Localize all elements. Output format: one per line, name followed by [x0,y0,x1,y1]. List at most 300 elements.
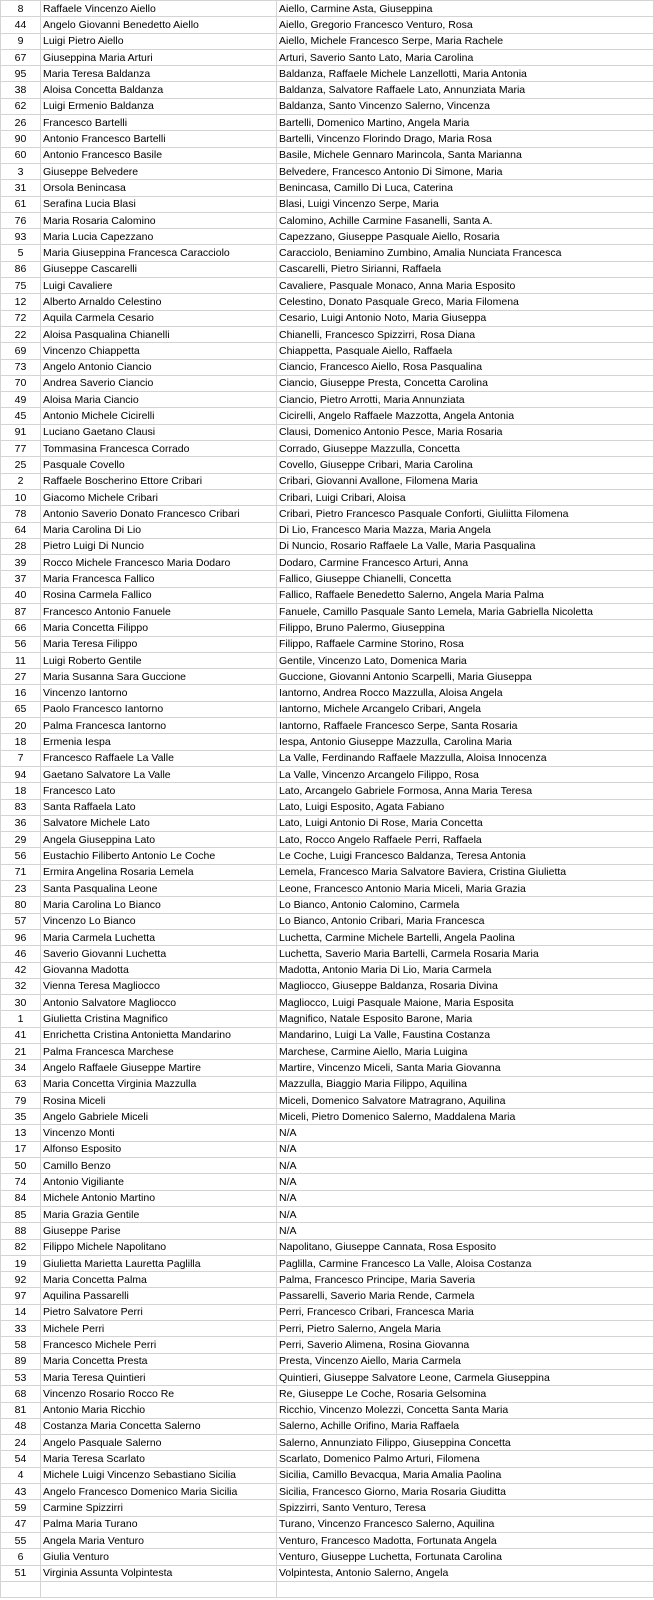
cell-parents[interactable]: Caracciolo, Beniamino Zumbino, Amalia Nunciata Francesca [277,245,654,261]
cell-name[interactable]: Maria Giuseppina Francesca Caracciolo [41,245,277,261]
cell-number[interactable]: 2 [1,473,41,489]
cell-name[interactable]: Ermenia Iespa [41,734,277,750]
cell-number[interactable]: 66 [1,620,41,636]
cell-number[interactable]: 56 [1,848,41,864]
cell-name[interactable]: Virginia Assunta Volpintesta [41,1565,277,1581]
cell-name[interactable]: Ermira Angelina Rosaria Lemela [41,864,277,880]
cell-name[interactable]: Angelo Antonio Ciancio [41,359,277,375]
cell-name[interactable]: Santa Pasqualina Leone [41,881,277,897]
cell-parents[interactable]: Venturo, Francesco Madotta, Fortunata Angela [277,1532,654,1548]
cell-number[interactable]: 26 [1,115,41,131]
cell-number[interactable]: 78 [1,506,41,522]
cell-parents[interactable]: Iantorno, Andrea Rocco Mazzulla, Aloisa Angela [277,685,654,701]
cell-name[interactable]: Michele Luigi Vincenzo Sebastiano Sicilia [41,1467,277,1483]
cell-parents[interactable]: Re, Giuseppe Le Coche, Rosaria Gelsomina [277,1386,654,1402]
cell-parents[interactable]: Lato, Arcangelo Gabriele Formosa, Anna Maria Teresa [277,783,654,799]
cell-name[interactable]: Maria Lucia Capezzano [41,229,277,245]
cell-name[interactable]: Alberto Arnaldo Celestino [41,294,277,310]
cell-number[interactable]: 41 [1,1027,41,1043]
cell-name[interactable]: Eustachio Filiberto Antonio Le Coche [41,848,277,864]
cell-name[interactable]: Angelo Pasquale Salerno [41,1435,277,1451]
cell-parents[interactable]: Aiello, Carmine Asta, Giuseppina [277,1,654,17]
cell-number[interactable]: 69 [1,343,41,359]
cell-parents[interactable]: Baldanza, Santo Vincenzo Salerno, Vincenza [277,98,654,114]
cell-name[interactable]: Palma Francesca Marchese [41,1044,277,1060]
cell-parents[interactable]: Miceli, Domenico Salvatore Matragrano, Aquilina [277,1092,654,1108]
cell-parents[interactable]: Iantorno, Raffaele Francesco Serpe, Santa Rosaria [277,718,654,734]
cell-name[interactable]: Rosina Carmela Fallico [41,587,277,603]
cell-number[interactable]: 42 [1,962,41,978]
table-row [1,1451,654,1467]
cell-parents[interactable]: Chiappetta, Pasquale Aiello, Raffaela [277,343,654,359]
cell-name[interactable]: Francesco Lato [41,783,277,799]
cell-parents[interactable]: Ciancio, Francesco Aiello, Rosa Pasqualina [277,359,654,375]
cell-name[interactable]: Filippo Michele Napolitano [41,1239,277,1255]
cell-parents[interactable]: Magliocco, Luigi Pasquale Maione, Maria Esposita [277,995,654,1011]
cell-number[interactable]: 55 [1,1532,41,1548]
cell-name[interactable]: Pietro Luigi Di Nuncio [41,538,277,554]
cell-name[interactable]: Antonio Francesco Basile [41,147,277,163]
cell-parents[interactable]: Lo Bianco, Antonio Calomino, Carmela [277,897,654,913]
cell-name[interactable]: Maria Carmela Luchetta [41,929,277,945]
cell-number[interactable]: 40 [1,587,41,603]
cell-parents[interactable] [277,1581,654,1597]
cell-name[interactable]: Pietro Salvatore Perri [41,1304,277,1320]
cell-parents[interactable]: Volpintesta, Antonio Salerno, Angela [277,1565,654,1581]
cell-number[interactable]: 19 [1,1255,41,1271]
cell-number[interactable]: 60 [1,147,41,163]
cell-parents[interactable]: Salerno, Annunziato Filippo, Giuseppina Concetta [277,1435,654,1451]
cell-number[interactable]: 56 [1,636,41,652]
cell-parents[interactable]: Filippo, Bruno Palermo, Giuseppina [277,620,654,636]
cell-parents[interactable]: La Valle, Vincenzo Arcangelo Filippo, Rosa [277,766,654,782]
cell-parents[interactable]: N/A [277,1125,654,1141]
cell-number[interactable]: 70 [1,375,41,391]
cell-name[interactable] [41,1581,277,1597]
cell-parents[interactable]: Paglilla, Carmine Francesco La Valle, Aloisa Costanza [277,1255,654,1271]
cell-name[interactable]: Giuseppina Maria Arturi [41,49,277,65]
cell-name[interactable]: Maria Concetta Virginia Mazzulla [41,1076,277,1092]
cell-parents[interactable]: Cesario, Luigi Antonio Noto, Maria Giuseppa [277,310,654,326]
cell-number[interactable]: 13 [1,1125,41,1141]
cell-number[interactable]: 50 [1,1158,41,1174]
table-row [1,946,654,962]
cell-name[interactable]: Enrichetta Cristina Antonietta Mandarino [41,1027,277,1043]
cell-parents[interactable]: Cavaliere, Pasquale Monaco, Anna Maria Esposito [277,278,654,294]
cell-name[interactable]: Maria Teresa Quintieri [41,1369,277,1385]
cell-name[interactable]: Antonio Francesco Bartelli [41,131,277,147]
cell-number[interactable]: 81 [1,1402,41,1418]
cell-number[interactable]: 72 [1,310,41,326]
cell-number[interactable]: 32 [1,978,41,994]
cell-name[interactable]: Pasquale Covello [41,457,277,473]
cell-name[interactable]: Giuseppe Cascarelli [41,261,277,277]
cell-number[interactable]: 82 [1,1239,41,1255]
cell-number[interactable]: 74 [1,1174,41,1190]
cell-parents[interactable]: Perri, Francesco Cribari, Francesca Maria [277,1304,654,1320]
cell-name[interactable]: Vincenzo Rosario Rocco Re [41,1386,277,1402]
cell-parents[interactable]: Calomino, Achille Carmine Fasanelli, Santa A. [277,212,654,228]
cell-number[interactable]: 96 [1,929,41,945]
cell-number[interactable]: 14 [1,1304,41,1320]
cell-name[interactable]: Vincenzo Lo Bianco [41,913,277,929]
cell-parents[interactable]: Perri, Saverio Alimena, Rosina Giovanna [277,1337,654,1353]
cell-name[interactable]: Antonio Salvatore Magliocco [41,995,277,1011]
cell-name[interactable]: Palma Francesca Iantorno [41,718,277,734]
table-row [1,1206,654,1222]
cell-number[interactable]: 92 [1,1272,41,1288]
cell-parents[interactable]: Scarlato, Domenico Palmo Arturi, Filomena [277,1451,654,1467]
cell-number[interactable]: 28 [1,538,41,554]
cell-parents[interactable]: Benincasa, Camillo Di Luca, Caterina [277,180,654,196]
cell-number[interactable]: 65 [1,701,41,717]
cell-name[interactable]: Serafina Lucia Blasi [41,196,277,212]
cell-parents[interactable]: Presta, Vincenzo Aiello, Maria Carmela [277,1353,654,1369]
cell-name[interactable]: Santa Raffaela Lato [41,799,277,815]
cell-parents[interactable]: Passarelli, Saverio Maria Rende, Carmela [277,1288,654,1304]
cell-parents[interactable]: N/A [277,1190,654,1206]
cell-name[interactable]: Camillo Benzo [41,1158,277,1174]
cell-parents[interactable]: Cribari, Pietro Francesco Pasquale Conforti, Giuliitta Filomena [277,506,654,522]
cell-parents[interactable]: Di Nuncio, Rosario Raffaele La Valle, Maria Pasqualina [277,538,654,554]
cell-parents[interactable]: Belvedere, Francesco Antonio Di Simone, Maria [277,163,654,179]
cell-number[interactable]: 97 [1,1288,41,1304]
cell-parents[interactable]: Iespa, Antonio Giuseppe Mazzulla, Carolina Maria [277,734,654,750]
cell-parents[interactable]: Mazzulla, Biaggio Maria Filippo, Aquilina [277,1076,654,1092]
cell-name[interactable]: Luciano Gaetano Clausi [41,424,277,440]
cell-parents[interactable]: Aiello, Gregorio Francesco Venturo, Rosa [277,17,654,33]
cell-number[interactable]: 89 [1,1353,41,1369]
cell-name[interactable]: Giulietta Marietta Lauretta Paglilla [41,1255,277,1271]
cell-number[interactable]: 90 [1,131,41,147]
cell-number[interactable]: 79 [1,1092,41,1108]
cell-name[interactable]: Giuseppe Parise [41,1223,277,1239]
cell-number[interactable]: 33 [1,1321,41,1337]
cell-number[interactable]: 25 [1,457,41,473]
cell-number[interactable]: 36 [1,815,41,831]
cell-parents[interactable]: Di Lio, Francesco Maria Mazza, Maria Angela [277,522,654,538]
cell-parents[interactable]: Ciancio, Pietro Arrotti, Maria Annunziata [277,392,654,408]
cell-parents[interactable]: Mandarino, Luigi La Valle, Faustina Costanza [277,1027,654,1043]
cell-number[interactable]: 68 [1,1386,41,1402]
cell-parents[interactable]: Gentile, Vincenzo Lato, Domenica Maria [277,652,654,668]
cell-number[interactable]: 59 [1,1500,41,1516]
cell-number[interactable]: 17 [1,1141,41,1157]
cell-number[interactable]: 71 [1,864,41,880]
cell-name[interactable]: Antonio Maria Ricchio [41,1402,277,1418]
cell-name[interactable]: Angelo Raffaele Giuseppe Martire [41,1060,277,1076]
cell-parents[interactable]: Leone, Francesco Antonio Maria Miceli, Maria Grazia [277,881,654,897]
cell-parents[interactable]: Cascarelli, Pietro Sirianni, Raffaela [277,261,654,277]
cell-number[interactable]: 10 [1,489,41,505]
cell-number[interactable]: 21 [1,1044,41,1060]
cell-parents[interactable]: Cribari, Luigi Cribari, Aloisa [277,489,654,505]
cell-name[interactable]: Aloisa Pasqualina Chianelli [41,326,277,342]
cell-name[interactable]: Maria Grazia Gentile [41,1206,277,1222]
cell-name[interactable]: Michele Perri [41,1321,277,1337]
cell-name[interactable]: Aquilina Passarelli [41,1288,277,1304]
cell-name[interactable]: Maria Carolina Di Lio [41,522,277,538]
cell-number[interactable]: 4 [1,1467,41,1483]
cell-number[interactable]: 91 [1,424,41,440]
cell-name[interactable]: Luigi Roberto Gentile [41,652,277,668]
cell-parents[interactable]: Baldanza, Raffaele Michele Lanzellotti, Maria Antonia [277,66,654,82]
cell-parents[interactable]: Lato, Rocco Angelo Raffaele Perri, Raffaela [277,832,654,848]
cell-name[interactable]: Francesco Michele Perri [41,1337,277,1353]
cell-parents[interactable]: Magnifico, Natale Esposito Barone, Maria [277,1011,654,1027]
cell-name[interactable]: Raffaele Vincenzo Aiello [41,1,277,17]
cell-name[interactable]: Vincenzo Chiappetta [41,343,277,359]
cell-name[interactable]: Luigi Pietro Aiello [41,33,277,49]
table-row [1,180,654,196]
cell-name[interactable]: Rocco Michele Francesco Maria Dodaro [41,555,277,571]
cell-name[interactable]: Giacomo Michele Cribari [41,489,277,505]
cell-number[interactable]: 76 [1,212,41,228]
cell-name[interactable]: Angela Maria Venturo [41,1532,277,1548]
cell-parents[interactable]: Covello, Giuseppe Cribari, Maria Carolina [277,457,654,473]
cell-name[interactable]: Giuseppe Belvedere [41,163,277,179]
table-row [1,1044,654,1060]
cell-name[interactable]: Costanza Maria Concetta Salerno [41,1418,277,1434]
cell-parents[interactable]: Lo Bianco, Antonio Cribari, Maria Francesca [277,913,654,929]
cell-name[interactable]: Angelo Gabriele Miceli [41,1109,277,1125]
cell-name[interactable]: Francesco Antonio Fanuele [41,603,277,619]
cell-name[interactable]: Antonio Saverio Donato Francesco Cribari [41,506,277,522]
cell-name[interactable]: Maria Concetta Presta [41,1353,277,1369]
cell-name[interactable]: Vincenzo Monti [41,1125,277,1141]
cell-name[interactable]: Rosina Miceli [41,1092,277,1108]
cell-parents[interactable]: Spizzirri, Santo Venturo, Teresa [277,1500,654,1516]
cell-number[interactable]: 67 [1,49,41,65]
cell-number[interactable]: 77 [1,441,41,457]
cell-parents[interactable]: Guccione, Giovanni Antonio Scarpelli, Maria Giuseppa [277,669,654,685]
cell-number[interactable]: 30 [1,995,41,1011]
cell-number[interactable]: 84 [1,1190,41,1206]
cell-name[interactable]: Michele Antonio Martino [41,1190,277,1206]
cell-name[interactable]: Aquila Carmela Cesario [41,310,277,326]
cell-number[interactable]: 12 [1,294,41,310]
cell-parents[interactable]: Magliocco, Giuseppe Baldanza, Rosaria Divina [277,978,654,994]
cell-name[interactable]: Maria Susanna Sara Guccione [41,669,277,685]
cell-name[interactable]: Giulia Venturo [41,1549,277,1565]
cell-parents[interactable]: N/A [277,1158,654,1174]
cell-name[interactable]: Palma Maria Turano [41,1516,277,1532]
cell-parents[interactable]: N/A [277,1141,654,1157]
cell-number[interactable]: 53 [1,1369,41,1385]
cell-parents[interactable]: Capezzano, Giuseppe Pasquale Aiello, Rosaria [277,229,654,245]
cell-name[interactable]: Giulietta Cristina Magnifico [41,1011,277,1027]
cell-number[interactable]: 29 [1,832,41,848]
cell-parents[interactable]: La Valle, Ferdinando Raffaele Mazzulla, Aloisa Innocenza [277,750,654,766]
cell-number[interactable]: 85 [1,1206,41,1222]
cell-number[interactable]: 38 [1,82,41,98]
cell-parents[interactable]: Le Coche, Luigi Francesco Baldanza, Teresa Antonia [277,848,654,864]
cell-parents[interactable]: Quintieri, Giuseppe Salvatore Leone, Carmela Giuseppina [277,1369,654,1385]
cell-parents[interactable]: Corrado, Giuseppe Mazzulla, Concetta [277,441,654,457]
cell-parents[interactable]: Celestino, Donato Pasquale Greco, Maria Filomena [277,294,654,310]
cell-name[interactable]: Maria Rosaria Calomino [41,212,277,228]
cell-number[interactable]: 54 [1,1451,41,1467]
cell-parents[interactable]: Basile, Michele Gennaro Marincola, Santa Marianna [277,147,654,163]
cell-parents[interactable]: Filippo, Raffaele Carmine Storino, Rosa [277,636,654,652]
cell-number[interactable]: 9 [1,33,41,49]
cell-number[interactable]: 88 [1,1223,41,1239]
cell-number[interactable]: 5 [1,245,41,261]
cell-number[interactable]: 27 [1,669,41,685]
cell-parents[interactable]: Martire, Vincenzo Miceli, Santa Maria Giovanna [277,1060,654,1076]
cell-number[interactable]: 20 [1,718,41,734]
cell-name[interactable]: Antonio Michele Cicirelli [41,408,277,424]
cell-parents[interactable]: Sicilia, Camillo Bevacqua, Maria Amalia Paolina [277,1467,654,1483]
cell-parents[interactable]: Lato, Luigi Antonio Di Rose, Maria Concetta [277,815,654,831]
cell-number[interactable]: 11 [1,652,41,668]
cell-name[interactable]: Luigi Cavaliere [41,278,277,294]
cell-number[interactable]: 58 [1,1337,41,1353]
cell-parents[interactable]: Sicilia, Francesco Giorno, Maria Rosaria Giuditta [277,1484,654,1500]
cell-number[interactable]: 61 [1,196,41,212]
cell-parents[interactable]: Cribari, Giovanni Avallone, Filomena Maria [277,473,654,489]
cell-name[interactable]: Gaetano Salvatore La Valle [41,766,277,782]
cell-number[interactable]: 45 [1,408,41,424]
cell-parents[interactable]: Ciancio, Giuseppe Presta, Concetta Carolina [277,375,654,391]
cell-parents[interactable]: Blasi, Luigi Vincenzo Serpe, Maria [277,196,654,212]
cell-name[interactable]: Giovanna Madotta [41,962,277,978]
cell-number[interactable]: 31 [1,180,41,196]
cell-name[interactable]: Maria Concetta Filippo [41,620,277,636]
cell-parents[interactable]: Clausi, Domenico Antonio Pesce, Maria Rosaria [277,424,654,440]
cell-name[interactable]: Maria Teresa Baldanza [41,66,277,82]
cell-number[interactable]: 43 [1,1484,41,1500]
cell-parents[interactable]: N/A [277,1174,654,1190]
cell-number[interactable]: 86 [1,261,41,277]
cell-name[interactable]: Paolo Francesco Iantorno [41,701,277,717]
cell-number[interactable]: 6 [1,1549,41,1565]
cell-number[interactable]: 51 [1,1565,41,1581]
cell-number[interactable]: 8 [1,1,41,17]
cell-parents[interactable]: Salerno, Achille Orifino, Maria Raffaela [277,1418,654,1434]
cell-parents[interactable]: Cicirelli, Angelo Raffaele Mazzotta, Angela Antonia [277,408,654,424]
cell-parents[interactable]: Perri, Pietro Salerno, Angela Maria [277,1321,654,1337]
cell-parents[interactable]: N/A [277,1223,654,1239]
cell-name[interactable]: Angelo Giovanni Benedetto Aiello [41,17,277,33]
cell-number[interactable]: 46 [1,946,41,962]
cell-number[interactable]: 35 [1,1109,41,1125]
cell-name[interactable]: Antonio Vigiliante [41,1174,277,1190]
cell-name[interactable]: Orsola Benincasa [41,180,277,196]
cell-name[interactable]: Aloisa Maria Ciancio [41,392,277,408]
cell-number[interactable]: 47 [1,1516,41,1532]
cell-number[interactable] [1,1581,41,1597]
cell-number[interactable]: 34 [1,1060,41,1076]
cell-number[interactable]: 83 [1,799,41,815]
cell-name[interactable]: Luigi Ermenio Baldanza [41,98,277,114]
cell-number[interactable]: 80 [1,897,41,913]
cell-parents[interactable]: Chianelli, Francesco Spizzirri, Rosa Diana [277,326,654,342]
cell-name[interactable]: Francesco Raffaele La Valle [41,750,277,766]
cell-parents[interactable]: Luchetta, Carmine Michele Bartelli, Angela Paolina [277,929,654,945]
cell-number[interactable]: 73 [1,359,41,375]
cell-number[interactable]: 95 [1,66,41,82]
cell-parents[interactable]: Fallico, Raffaele Benedetto Salerno, Angela Maria Palma [277,587,654,603]
cell-number[interactable]: 18 [1,783,41,799]
cell-parents[interactable]: Turano, Vincenzo Francesco Salerno, Aquilina [277,1516,654,1532]
cell-name[interactable]: Aloisa Concetta Baldanza [41,82,277,98]
cell-number[interactable]: 7 [1,750,41,766]
cell-number[interactable]: 44 [1,17,41,33]
cell-number[interactable]: 3 [1,163,41,179]
cell-name[interactable]: Maria Carolina Lo Bianco [41,897,277,913]
cell-parents[interactable]: Fallico, Giuseppe Chianelli, Concetta [277,571,654,587]
cell-name[interactable]: Tommasina Francesca Corrado [41,441,277,457]
cell-number[interactable]: 75 [1,278,41,294]
cell-parents[interactable]: Marchese, Carmine Aiello, Maria Luigina [277,1044,654,1060]
cell-name[interactable]: Salvatore Michele Lato [41,815,277,831]
cell-parents[interactable]: Bartelli, Vincenzo Florindo Drago, Maria Rosa [277,131,654,147]
cell-name[interactable]: Maria Francesca Fallico [41,571,277,587]
cell-parents[interactable]: Dodaro, Carmine Francesco Arturi, Anna [277,555,654,571]
cell-parents[interactable]: Lato, Luigi Esposito, Agata Fabiano [277,799,654,815]
cell-name[interactable]: Andrea Saverio Ciancio [41,375,277,391]
cell-number[interactable]: 93 [1,229,41,245]
cell-number[interactable]: 57 [1,913,41,929]
table-row [1,750,654,766]
cell-number[interactable]: 23 [1,881,41,897]
cell-parents[interactable]: Arturi, Saverio Santo Lato, Maria Carolina [277,49,654,65]
cell-parents[interactable]: Baldanza, Salvatore Raffaele Lato, Annunziata Maria [277,82,654,98]
cell-number[interactable]: 37 [1,571,41,587]
cell-name[interactable]: Raffaele Boscherino Ettore Cribari [41,473,277,489]
cell-number[interactable]: 48 [1,1418,41,1434]
cell-parents[interactable]: Lemela, Francesco Maria Salvatore Baviera, Cristina Giulietta [277,864,654,880]
cell-parents[interactable]: Madotta, Antonio Maria Di Lio, Maria Carmela [277,962,654,978]
cell-parents[interactable]: Miceli, Pietro Domenico Salerno, Maddalena Maria [277,1109,654,1125]
cell-parents[interactable]: Aiello, Michele Francesco Serpe, Maria Rachele [277,33,654,49]
cell-parents[interactable]: Iantorno, Michele Arcangelo Cribari, Angela [277,701,654,717]
cell-name[interactable]: Maria Concetta Palma [41,1272,277,1288]
cell-number[interactable]: 18 [1,734,41,750]
cell-name[interactable]: Saverio Giovanni Luchetta [41,946,277,962]
cell-name[interactable]: Angelo Francesco Domenico Maria Sicilia [41,1484,277,1500]
cell-number[interactable]: 63 [1,1076,41,1092]
cell-parents[interactable]: Venturo, Giuseppe Luchetta, Fortunata Carolina [277,1549,654,1565]
cell-parents[interactable]: Ricchio, Vincenzo Molezzi, Concetta Santa Maria [277,1402,654,1418]
cell-name[interactable]: Francesco Bartelli [41,115,277,131]
cell-number[interactable]: 16 [1,685,41,701]
cell-number[interactable]: 94 [1,766,41,782]
cell-number[interactable]: 22 [1,326,41,342]
cell-parents[interactable]: Napolitano, Giuseppe Cannata, Rosa Esposito [277,1239,654,1255]
cell-number[interactable]: 39 [1,555,41,571]
cell-name[interactable]: Maria Teresa Scarlato [41,1451,277,1467]
cell-number[interactable]: 24 [1,1435,41,1451]
cell-name[interactable]: Angela Giuseppina Lato [41,832,277,848]
cell-name[interactable]: Vienna Teresa Magliocco [41,978,277,994]
cell-name[interactable]: Maria Teresa Filippo [41,636,277,652]
cell-parents[interactable]: Bartelli, Domenico Martino, Angela Maria [277,115,654,131]
cell-parents[interactable]: Palma, Francesco Principe, Maria Saveria [277,1272,654,1288]
cell-number[interactable]: 49 [1,392,41,408]
cell-number[interactable]: 1 [1,1011,41,1027]
cell-parents[interactable]: N/A [277,1206,654,1222]
cell-number[interactable]: 62 [1,98,41,114]
cell-number[interactable]: 64 [1,522,41,538]
cell-parents[interactable]: Luchetta, Saverio Maria Bartelli, Carmela Rosaria Maria [277,946,654,962]
cell-parents[interactable]: Fanuele, Camillo Pasquale Santo Lemela, Maria Gabriella Nicoletta [277,603,654,619]
cell-name[interactable]: Vincenzo Iantorno [41,685,277,701]
cell-name[interactable]: Alfonso Esposito [41,1141,277,1157]
cell-name[interactable]: Carmine Spizzirri [41,1500,277,1516]
cell-number[interactable]: 87 [1,603,41,619]
